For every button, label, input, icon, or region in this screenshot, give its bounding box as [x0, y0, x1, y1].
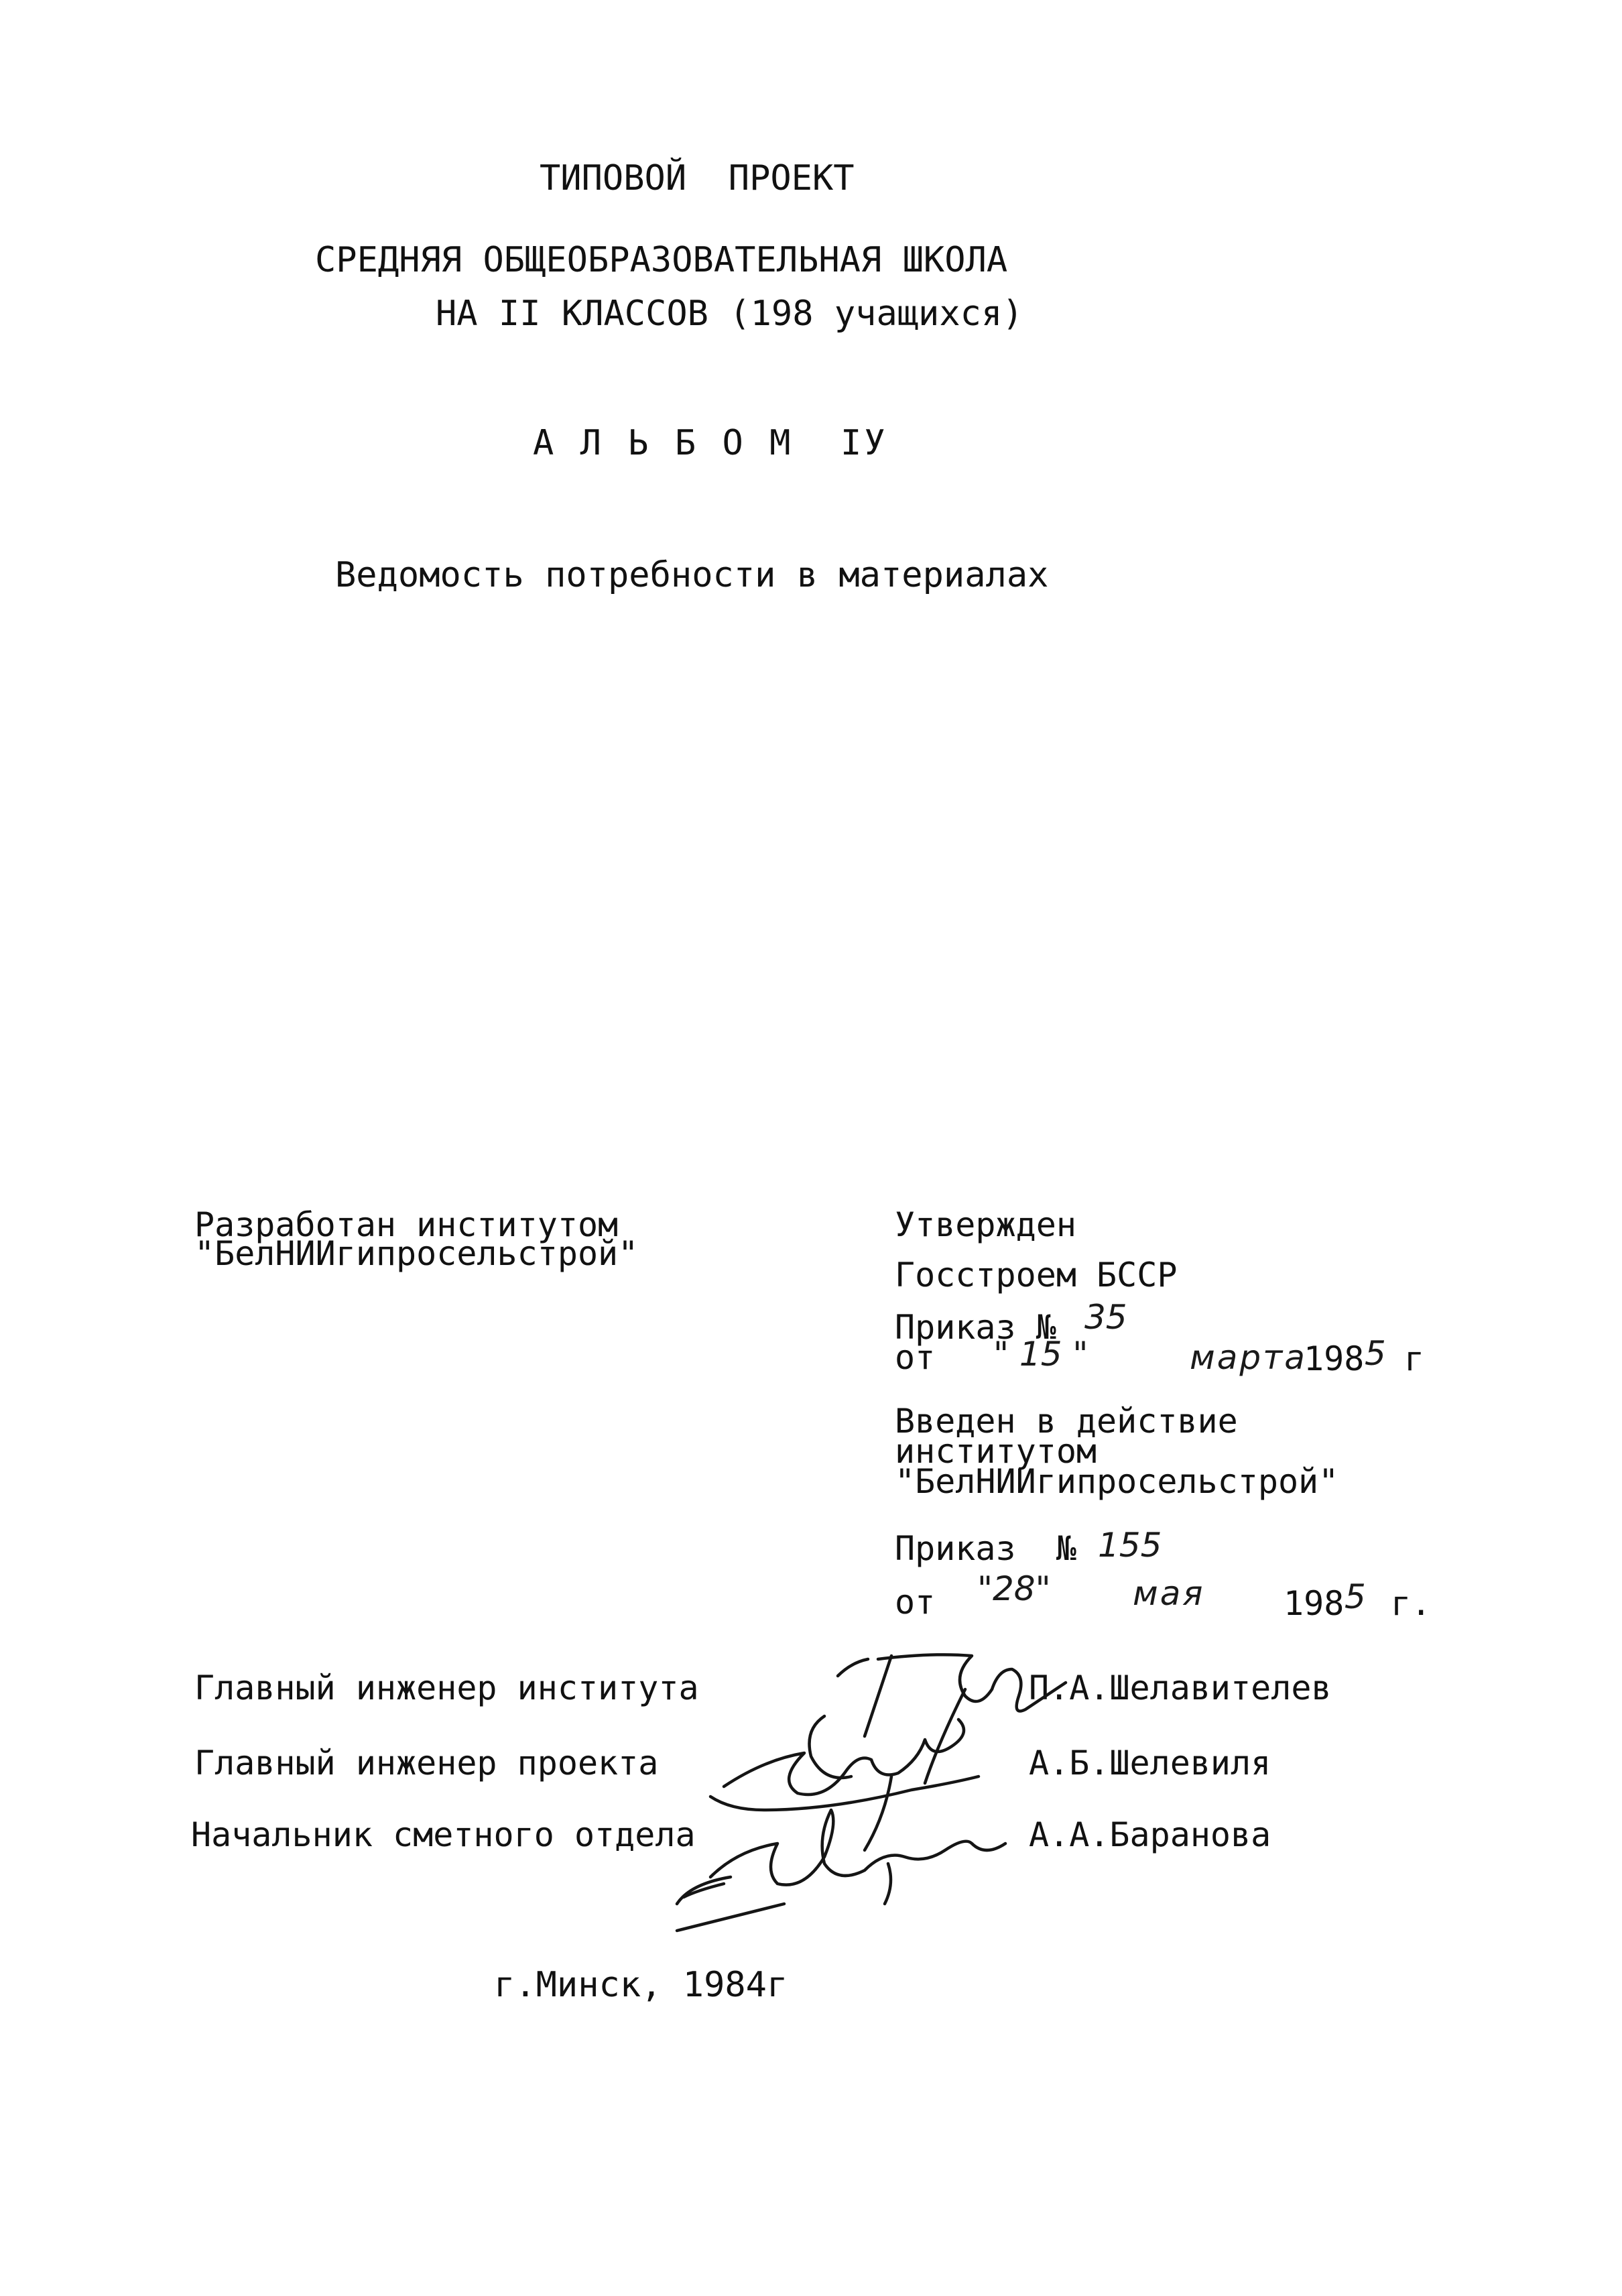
enactment-year-suffix: г. — [1391, 1584, 1432, 1623]
signatory-role-3: Начальник сметного отдела — [191, 1815, 696, 1854]
signatory-name-1: П.А.Шелавителев — [1029, 1669, 1332, 1707]
enactment-line3: "БелНИИгипросельстрой" — [895, 1462, 1339, 1501]
approval-from-label: от — [895, 1338, 936, 1377]
enactment-year-digit: 5 — [1345, 1577, 1366, 1616]
enactment-order-number: 155 — [1098, 1526, 1162, 1565]
project-title-line2: НА II КЛАССОВ (198 учащихся) — [436, 294, 1023, 334]
document-subject: Ведомость потребности в материалах — [335, 555, 1049, 595]
approval-body: Госстроем БССР — [895, 1256, 1178, 1294]
footer-place-year: г.Минск, 1984г — [494, 1965, 788, 2005]
signature-chief-engineer-project — [710, 1716, 979, 1850]
enactment-month: мая — [1133, 1574, 1205, 1613]
signatory-role-2: Главный инженер проекта — [194, 1744, 659, 1783]
signatory-name-2: А.Б.Шелевиля — [1029, 1744, 1271, 1783]
album-number: А Л Ь Б О М IУ — [533, 423, 888, 463]
project-type: ТИПОВОЙ ПРОЕКТ — [540, 158, 855, 198]
enactment-from-label: от — [895, 1583, 936, 1622]
enactment-line2: институтом — [895, 1432, 1097, 1471]
approval-month: марта — [1190, 1338, 1307, 1377]
approval-approved: Утвержден — [895, 1205, 1076, 1244]
approval-order-label: Приказ № — [895, 1308, 1056, 1347]
approval-order-number: 35 — [1084, 1298, 1127, 1337]
signature-head-estimate-dept — [677, 1810, 1005, 1931]
approval-year-digit: 5 — [1365, 1334, 1386, 1373]
enactment-year: 198 — [1284, 1584, 1345, 1623]
approval-year-suffix: г — [1404, 1339, 1425, 1378]
enactment-order-label: Приказ № — [895, 1529, 1076, 1568]
approval-year: 198 — [1304, 1339, 1365, 1378]
enactment-day: "28" — [977, 1569, 1051, 1608]
signatory-name-3: А.А.Баранова — [1029, 1815, 1271, 1854]
approval-day: " 15 " — [993, 1335, 1088, 1374]
project-title-line1: СРЕДНЯЯ ОБЩЕОБРАЗОВАТЕЛЬНАЯ ШКОЛА — [315, 240, 1008, 280]
developer-line2: "БелНИИгипросельстрой" — [194, 1234, 639, 1273]
enactment-line1: Введен в действие — [895, 1402, 1238, 1441]
developer-line1: Разработан институтом — [194, 1205, 619, 1244]
signatory-role-1: Главный инженер института — [194, 1669, 699, 1707]
